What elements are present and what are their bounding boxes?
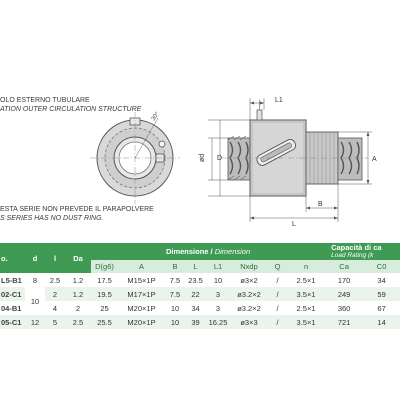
cell-L1: 16.25 [206, 315, 230, 329]
cell-L: 34 [185, 301, 206, 315]
dust-note-it: ESTA SERIE NON PREVEDE IL PARAPOLVERE [0, 206, 154, 213]
cell-D: 19.5 [91, 287, 118, 301]
sub-header-l1: L1 [206, 260, 230, 273]
cell-A: M15×1P [118, 273, 165, 287]
sub-header-l: L [185, 260, 206, 273]
sub-header-n: n [287, 260, 325, 273]
cell-C0: 67 [363, 301, 400, 315]
cell-B: 7.5 [165, 273, 185, 287]
cell-l: 5 [45, 315, 65, 329]
a-label: A [372, 156, 377, 163]
capacity-it: Capacità di ca [331, 243, 382, 252]
l1-label: L1 [275, 97, 283, 104]
cell-C0: 59 [363, 287, 400, 301]
cell-n: 2.5×1 [287, 273, 325, 287]
cell-L1: 3 [206, 287, 230, 301]
cell-Ca: 721 [325, 315, 363, 329]
dust-note-en: S SERIES HAS NO DUST RING. [0, 215, 104, 222]
cell-A: M17×1P [118, 287, 165, 301]
b-label: B [318, 201, 323, 208]
sub-header-c0: C0 [363, 260, 400, 273]
cell-code: 05-C1 [0, 315, 25, 329]
table-row [0, 301, 400, 315]
sub-header-a: A [118, 260, 165, 273]
cell-Nxdp: ø3.2×2 [230, 301, 268, 315]
dimension-it: Dimensione / [165, 247, 213, 256]
cell-L: 39 [185, 315, 206, 329]
cell-n: 3.5×1 [287, 315, 325, 329]
dimension-en: Dimension [214, 247, 251, 256]
col-header-code: o. [0, 243, 25, 273]
front-view [90, 112, 180, 204]
cell-Q: / [268, 315, 287, 329]
cell-L: 22 [185, 287, 206, 301]
cell-Ca: 360 [325, 301, 363, 315]
col-header-capacity [325, 243, 400, 260]
cell-d: 8 [25, 273, 45, 287]
cell-da: 2.5 [65, 315, 91, 329]
cell-B: 7.5 [165, 287, 185, 301]
cell-D: 25.5 [91, 315, 118, 329]
cell-D: 17.5 [91, 273, 118, 287]
cell-d: 12 [25, 315, 45, 329]
cell-Nxdp: ø3×2 [230, 273, 268, 287]
cell-n: 3.5×1 [287, 287, 325, 301]
cell-C0: 34 [363, 273, 400, 287]
col-header-da: Da [65, 243, 91, 273]
cell-Q: / [268, 287, 287, 301]
sub-header-ca: Ca [325, 260, 363, 273]
cell-B: 10 [165, 315, 185, 329]
sub-header-b: B [165, 260, 185, 273]
cell-Q: / [268, 301, 287, 315]
cell-l: 2.5 [45, 273, 65, 287]
cell-l: 4 [45, 301, 65, 315]
cell-D: 25 [91, 301, 118, 315]
cell-Nxdp: ø3.2×2 [230, 287, 268, 301]
table-row [0, 287, 400, 301]
cell-Q: / [268, 273, 287, 287]
cell-da: 1.2 [65, 273, 91, 287]
cell-code: 04-B1 [0, 301, 25, 315]
cell-l: 2 [45, 287, 65, 301]
side-view [222, 100, 368, 196]
sub-header-nxdp: Nxdp [230, 260, 268, 273]
cell-code: L5-B1 [0, 273, 25, 287]
spec-table [0, 243, 400, 329]
cell-C0: 14 [363, 315, 400, 329]
structure-title-it: OLO ESTERNO TUBULARE [0, 97, 90, 104]
cell-d-merged: 10 [25, 287, 45, 315]
cell-code: 02-C1 [0, 287, 25, 301]
d-shaft-label: ød [199, 153, 206, 162]
cell-Nxdp: ø3×3 [230, 315, 268, 329]
table-row [0, 315, 400, 329]
table-row [0, 273, 400, 287]
cell-L: 23.5 [185, 273, 206, 287]
col-header-dimension [91, 243, 325, 260]
cell-L1: 10 [206, 273, 230, 287]
capacity-en: Load Rating (k [331, 252, 374, 259]
sub-header-dg6: D(g6) [91, 260, 118, 273]
angle-label: 30° [150, 111, 161, 123]
cell-B: 10 [165, 301, 185, 315]
cell-L1: 3 [206, 301, 230, 315]
cell-n: 2.5×1 [287, 301, 325, 315]
col-header-l: l [45, 243, 65, 273]
cell-Ca: 170 [325, 273, 363, 287]
cell-Ca: 249 [325, 287, 363, 301]
col-header-d: d [25, 243, 45, 273]
cell-da: 1.2 [65, 287, 91, 301]
l-label: L [292, 221, 296, 228]
cell-da: 2 [65, 301, 91, 315]
cell-A: M20×1P [118, 301, 165, 315]
structure-title-en: ATION OUTER CIRCULATION STRUCTURE [0, 106, 142, 113]
cell-A: M20×1P [118, 315, 165, 329]
sub-header-q: Q [268, 260, 287, 273]
d-nut-label: D [217, 155, 223, 162]
